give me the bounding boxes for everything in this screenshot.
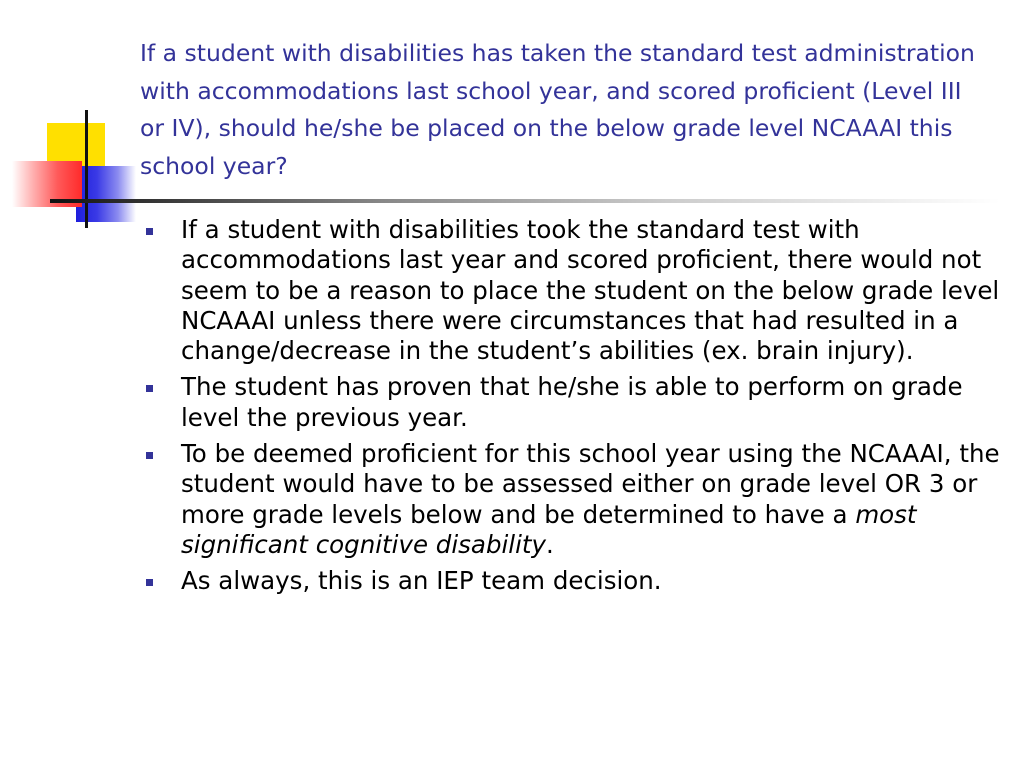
bullet-item	[140, 439, 1000, 560]
bullet-text: The student has proven that he/she is able to perform on grade level the previous year.	[181, 372, 963, 432]
bullet-text: As always, this is an IEP team decision.	[181, 566, 662, 596]
bullet-item	[140, 566, 1000, 596]
decor-vertical-line	[85, 110, 88, 228]
square-bullet-icon	[146, 452, 153, 459]
square-bullet-icon	[146, 579, 153, 586]
bullet-item	[140, 372, 1000, 433]
bullet-list	[140, 215, 1000, 603]
bullet-text-start: To be deemed proficient for this school year using the NCAAAI, the student would have to be assessed either on grade level OR 3 or more grade levels below and be determined to have a	[181, 439, 1000, 529]
bullet-text: If a student with disabilities took the standard test with accommodations last year and scored proficient, there would not seem to be a reason to place the student on the below grade level NCAAAI unless there were circumstances that had resulted in a change/decrease in the student’s abilities (ex. brain injury).	[181, 215, 1000, 366]
decor-horizontal-rule	[50, 199, 1000, 203]
square-bullet-icon	[146, 228, 153, 235]
bullet-item	[140, 215, 1000, 366]
bullet-text-emphasis: most significant cognitive disability	[181, 499, 917, 559]
slide-title: If a student with disabilities has taken the standard test administration with accommodations last school year, and scored proficient (Level III or IV), should he/she be placed on the below grade level NCAAAI this school year?	[140, 39, 975, 180]
bullet-text-end: .	[546, 529, 554, 559]
square-bullet-icon	[146, 385, 153, 392]
